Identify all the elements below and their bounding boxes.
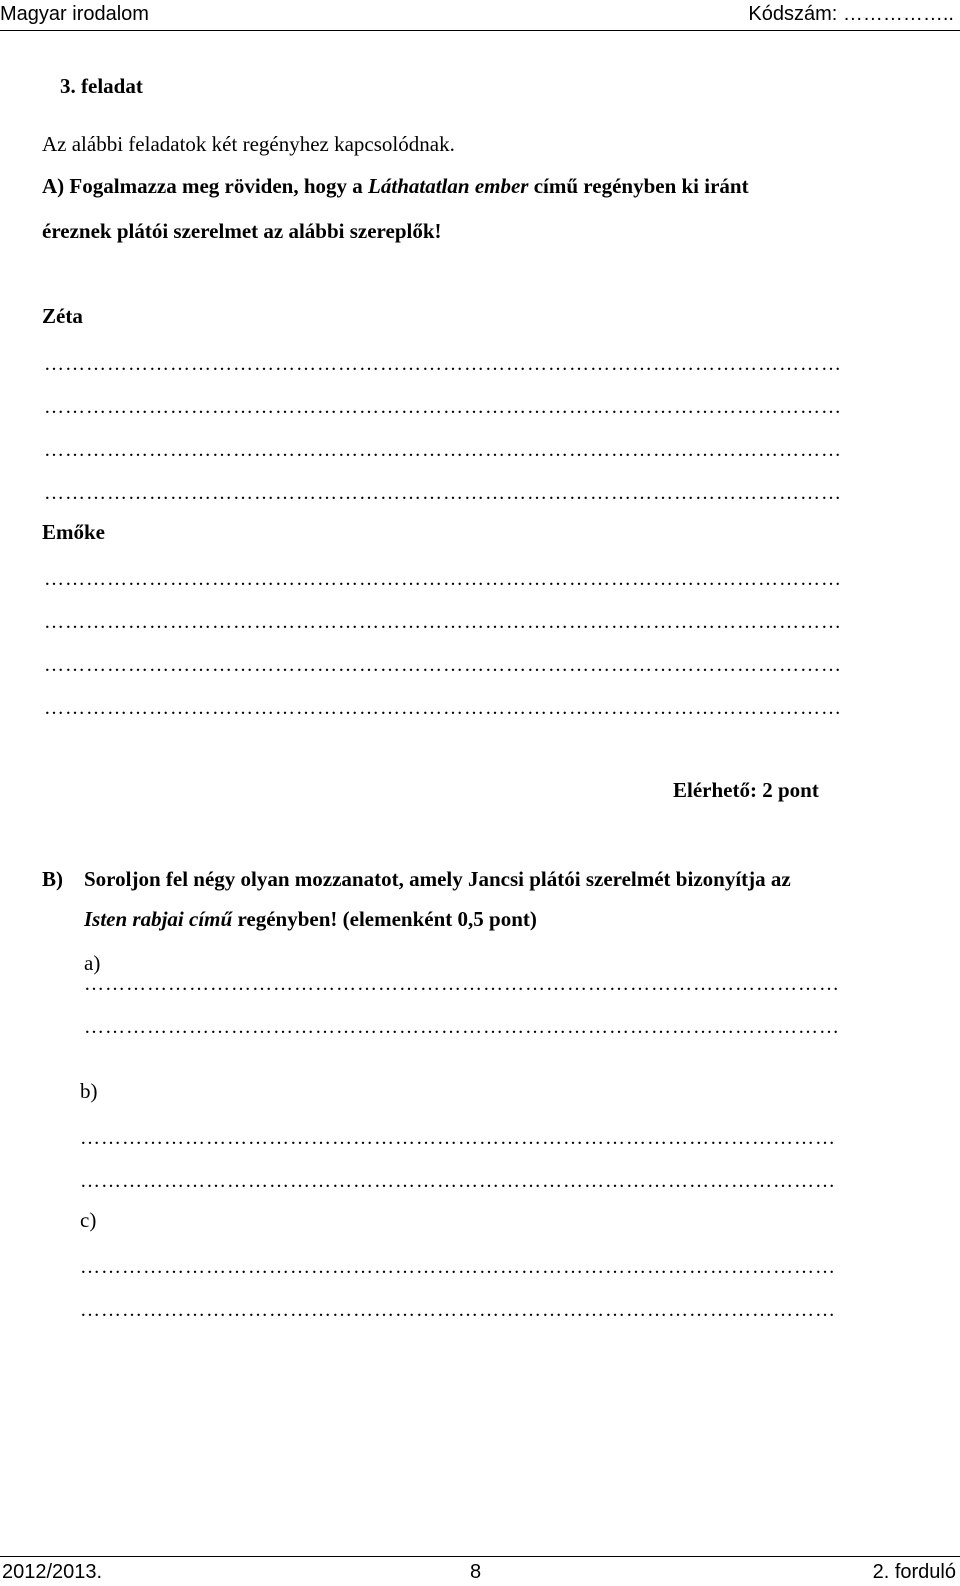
code-label: Kódszám: …………….. [748, 3, 954, 25]
footer-round: 2. forduló [872, 1561, 956, 1583]
answer-line[interactable]: …………………………………………………………………………………………………… [44, 484, 842, 502]
question-a-text-pre: A) Fogalmazza meg röviden, hogy a [42, 174, 369, 198]
answer-line[interactable]: ……………………………………………………………………………………………… [84, 1018, 840, 1036]
answer-line[interactable]: …………………………………………………………………………………………………… [44, 355, 842, 373]
question-a-line1 [42, 173, 749, 199]
page-number: 8 [470, 1561, 482, 1583]
answer-line[interactable]: …………………………………………………………………………………………………… [44, 699, 842, 717]
zeta-label: Zéta [42, 304, 83, 328]
answer-line[interactable]: ……………………………………………………………………………………………… [80, 1258, 836, 1276]
answer-line[interactable]: …………………………………………………………………………………………………… [44, 656, 842, 674]
subject-label: Magyar irodalom [0, 3, 149, 25]
answer-line[interactable]: …………………………………………………………………………………………………… [44, 570, 842, 588]
item-c-label: c) [80, 1208, 97, 1232]
task-title: 3. feladat [60, 74, 143, 98]
answer-line[interactable]: ……………………………………………………………………………………………… [80, 1129, 836, 1147]
answer-line[interactable]: ……………………………………………………………………………………………… [80, 1172, 836, 1190]
answer-line[interactable]: ……………………………………………………………………………………………… [80, 1301, 836, 1319]
emoke-label: Emőke [42, 520, 105, 544]
points-label: Elérhető: 2 pont [673, 778, 819, 802]
footer-year: 2012/2013. [2, 1561, 103, 1583]
question-b-line2 [84, 906, 537, 932]
novel-title-isten-rabjai: Isten rabjai című [84, 907, 233, 931]
question-b-marker: B) [42, 867, 63, 891]
page-footer [0, 1556, 960, 1586]
page-header [0, 0, 960, 31]
item-b-label: b) [80, 1079, 98, 1103]
question-b-text-post: regényben! (elemenként 0,5 pont) [232, 907, 537, 931]
novel-title-lathatatlan: Láthatatlan ember [368, 174, 529, 198]
question-a-text-post: című regényben ki iránt [528, 174, 749, 198]
answer-line[interactable]: ……………………………………………………………………………………………… [84, 975, 840, 993]
answer-line[interactable]: …………………………………………………………………………………………………… [44, 398, 842, 416]
task-intro: Az alábbi feladatok két regényhez kapcsolódnak. [42, 132, 455, 156]
question-a-line2: éreznek plátói szerelmet az alábbi szereplők! [42, 219, 442, 243]
item-a-label: a) [84, 951, 101, 975]
answer-line[interactable]: …………………………………………………………………………………………………… [44, 613, 842, 631]
question-b-line1: Soroljon fel négy olyan mozzanatot, amely Jancsi plátói szerelmét bizonyítja az [84, 867, 791, 891]
answer-line[interactable]: …………………………………………………………………………………………………… [44, 441, 842, 459]
